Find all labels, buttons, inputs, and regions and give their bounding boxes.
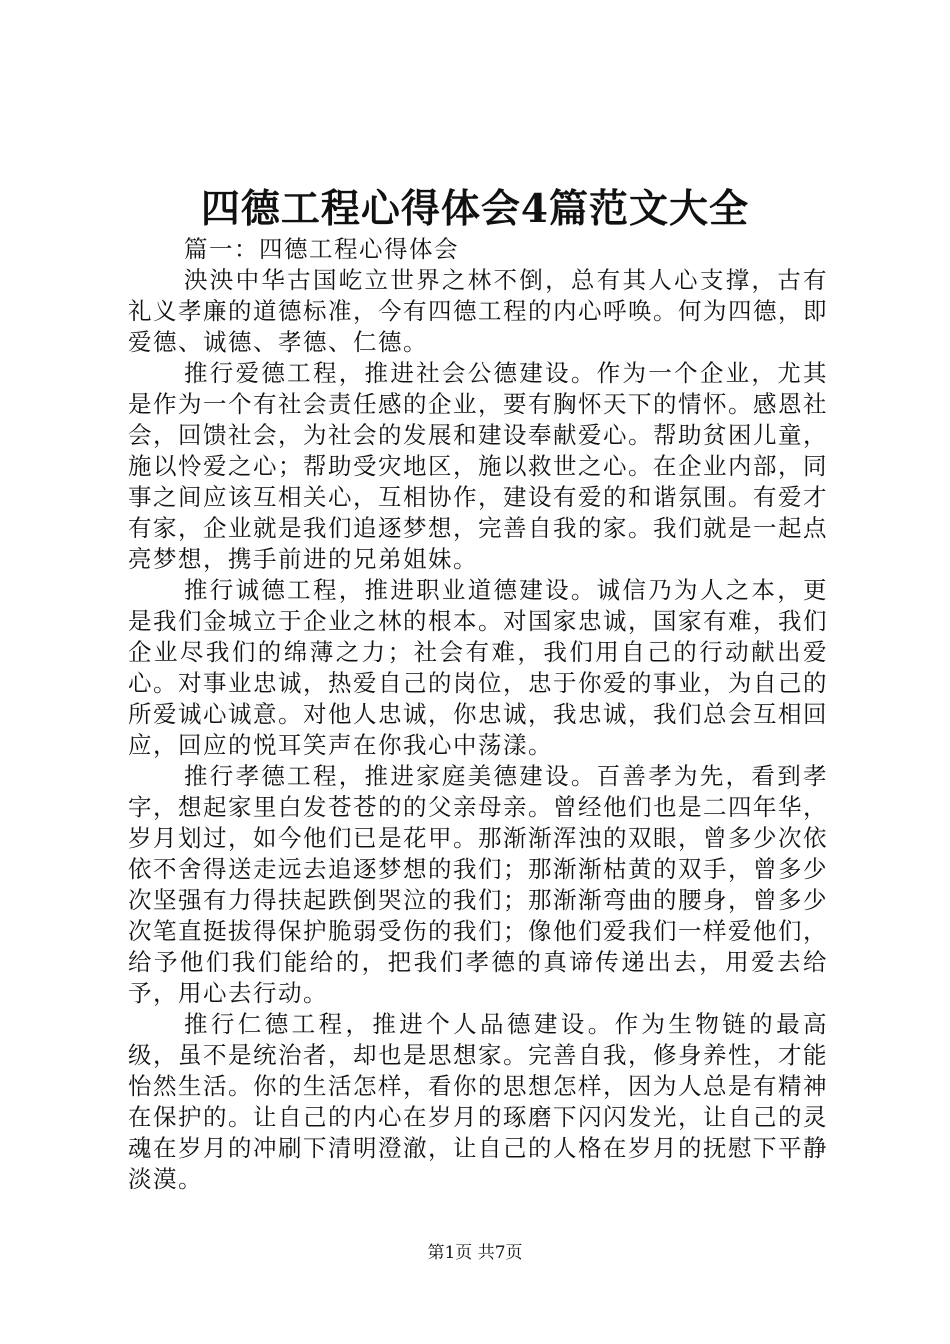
paragraph-honesty-virtue: 推行诚德工程，推进职业道德建设。诚信乃为人之本，更是我们金城立于企业之林的根本。对国家忠诚，国家有难，我们企业尽我们的绵薄之力；社会有难，我们用自己的行动献出爱心。对事业忠诚，热爱自己的岗位，忠于你爱的事业，为自己的所爱诚心诚意。对他人忠诚，你忠诚，我忠诚，我们总会互相回应，回应的悦耳笑声在你我心中荡漾。 [128, 576, 828, 759]
paragraph-filial-virtue: 推行孝德工程，推进家庭美德建设。百善孝为先，看到孝字，想起家里白发苍苍的的父亲母亲。曾经他们也是二四年华，岁月划过，如今他们已是花甲。那渐渐浑浊的双眼，曾多少次依依不舍得送走远去追逐梦想的我们；那渐渐枯黄的双手，曾多少次坚强有力得扶起跌倒哭泣的我们；那渐渐弯曲的腰身，曾多少次笔直挺拔得保护脆弱受伤的我们；像他们爱我们一样爱他们，给予他们我们能给的，把我们孝德的真谛传递出去，用爱去给予，用心去行动。 [128, 762, 828, 1007]
paragraph-benevolence-virtue: 推行仁德工程，推进个人品德建设。作为生物链的最高级，虽不是统治者，却也是思想家。完善自我，修身养性，才能怡然生活。你的生活怎样，看你的思想怎样，因为人总是有精神在保护的。让自己的内心在岁月的琢磨下闪闪发光，让自己的灵魂在岁月的冲刷下清明澄澈，让自己的人格在岁月的抚慰下平静淡漠。 [128, 1010, 828, 1193]
document-title: 四德工程心得体会4篇范文大全 [200, 186, 750, 232]
paragraph-intro: 泱泱中华古国屹立世界之林不倒，总有其人心支撑，古有礼义孝廉的道德标准，今有四德工程的内心呼唤。何为四德，即爱德、诚德、孝德、仁德。 [128, 266, 828, 356]
page-footer: 第1页 共7页 [427, 1243, 523, 1263]
paragraph-love-virtue: 推行爱德工程，推进社会公德建设。作为一个企业，尤其是作为一个有社会责任感的企业，要有胸怀天下的情怀。感恩社会，回馈社会，为社会的发展和建设奉献爱心。帮助贫困儿童，施以怜爱之心；帮助受灾地区，施以救世之心。在企业内部，同事之间应该互相关心，互相协作，建设有爱的和谐氛围。有爱才有家，企业就是我们追逐梦想，完善自我的家。我们就是一起点亮梦想，携手前进的兄弟姐妹。 [128, 359, 828, 573]
document-body [128, 234, 828, 1195]
section-heading: 篇一：四德工程心得体会 [184, 235, 459, 263]
